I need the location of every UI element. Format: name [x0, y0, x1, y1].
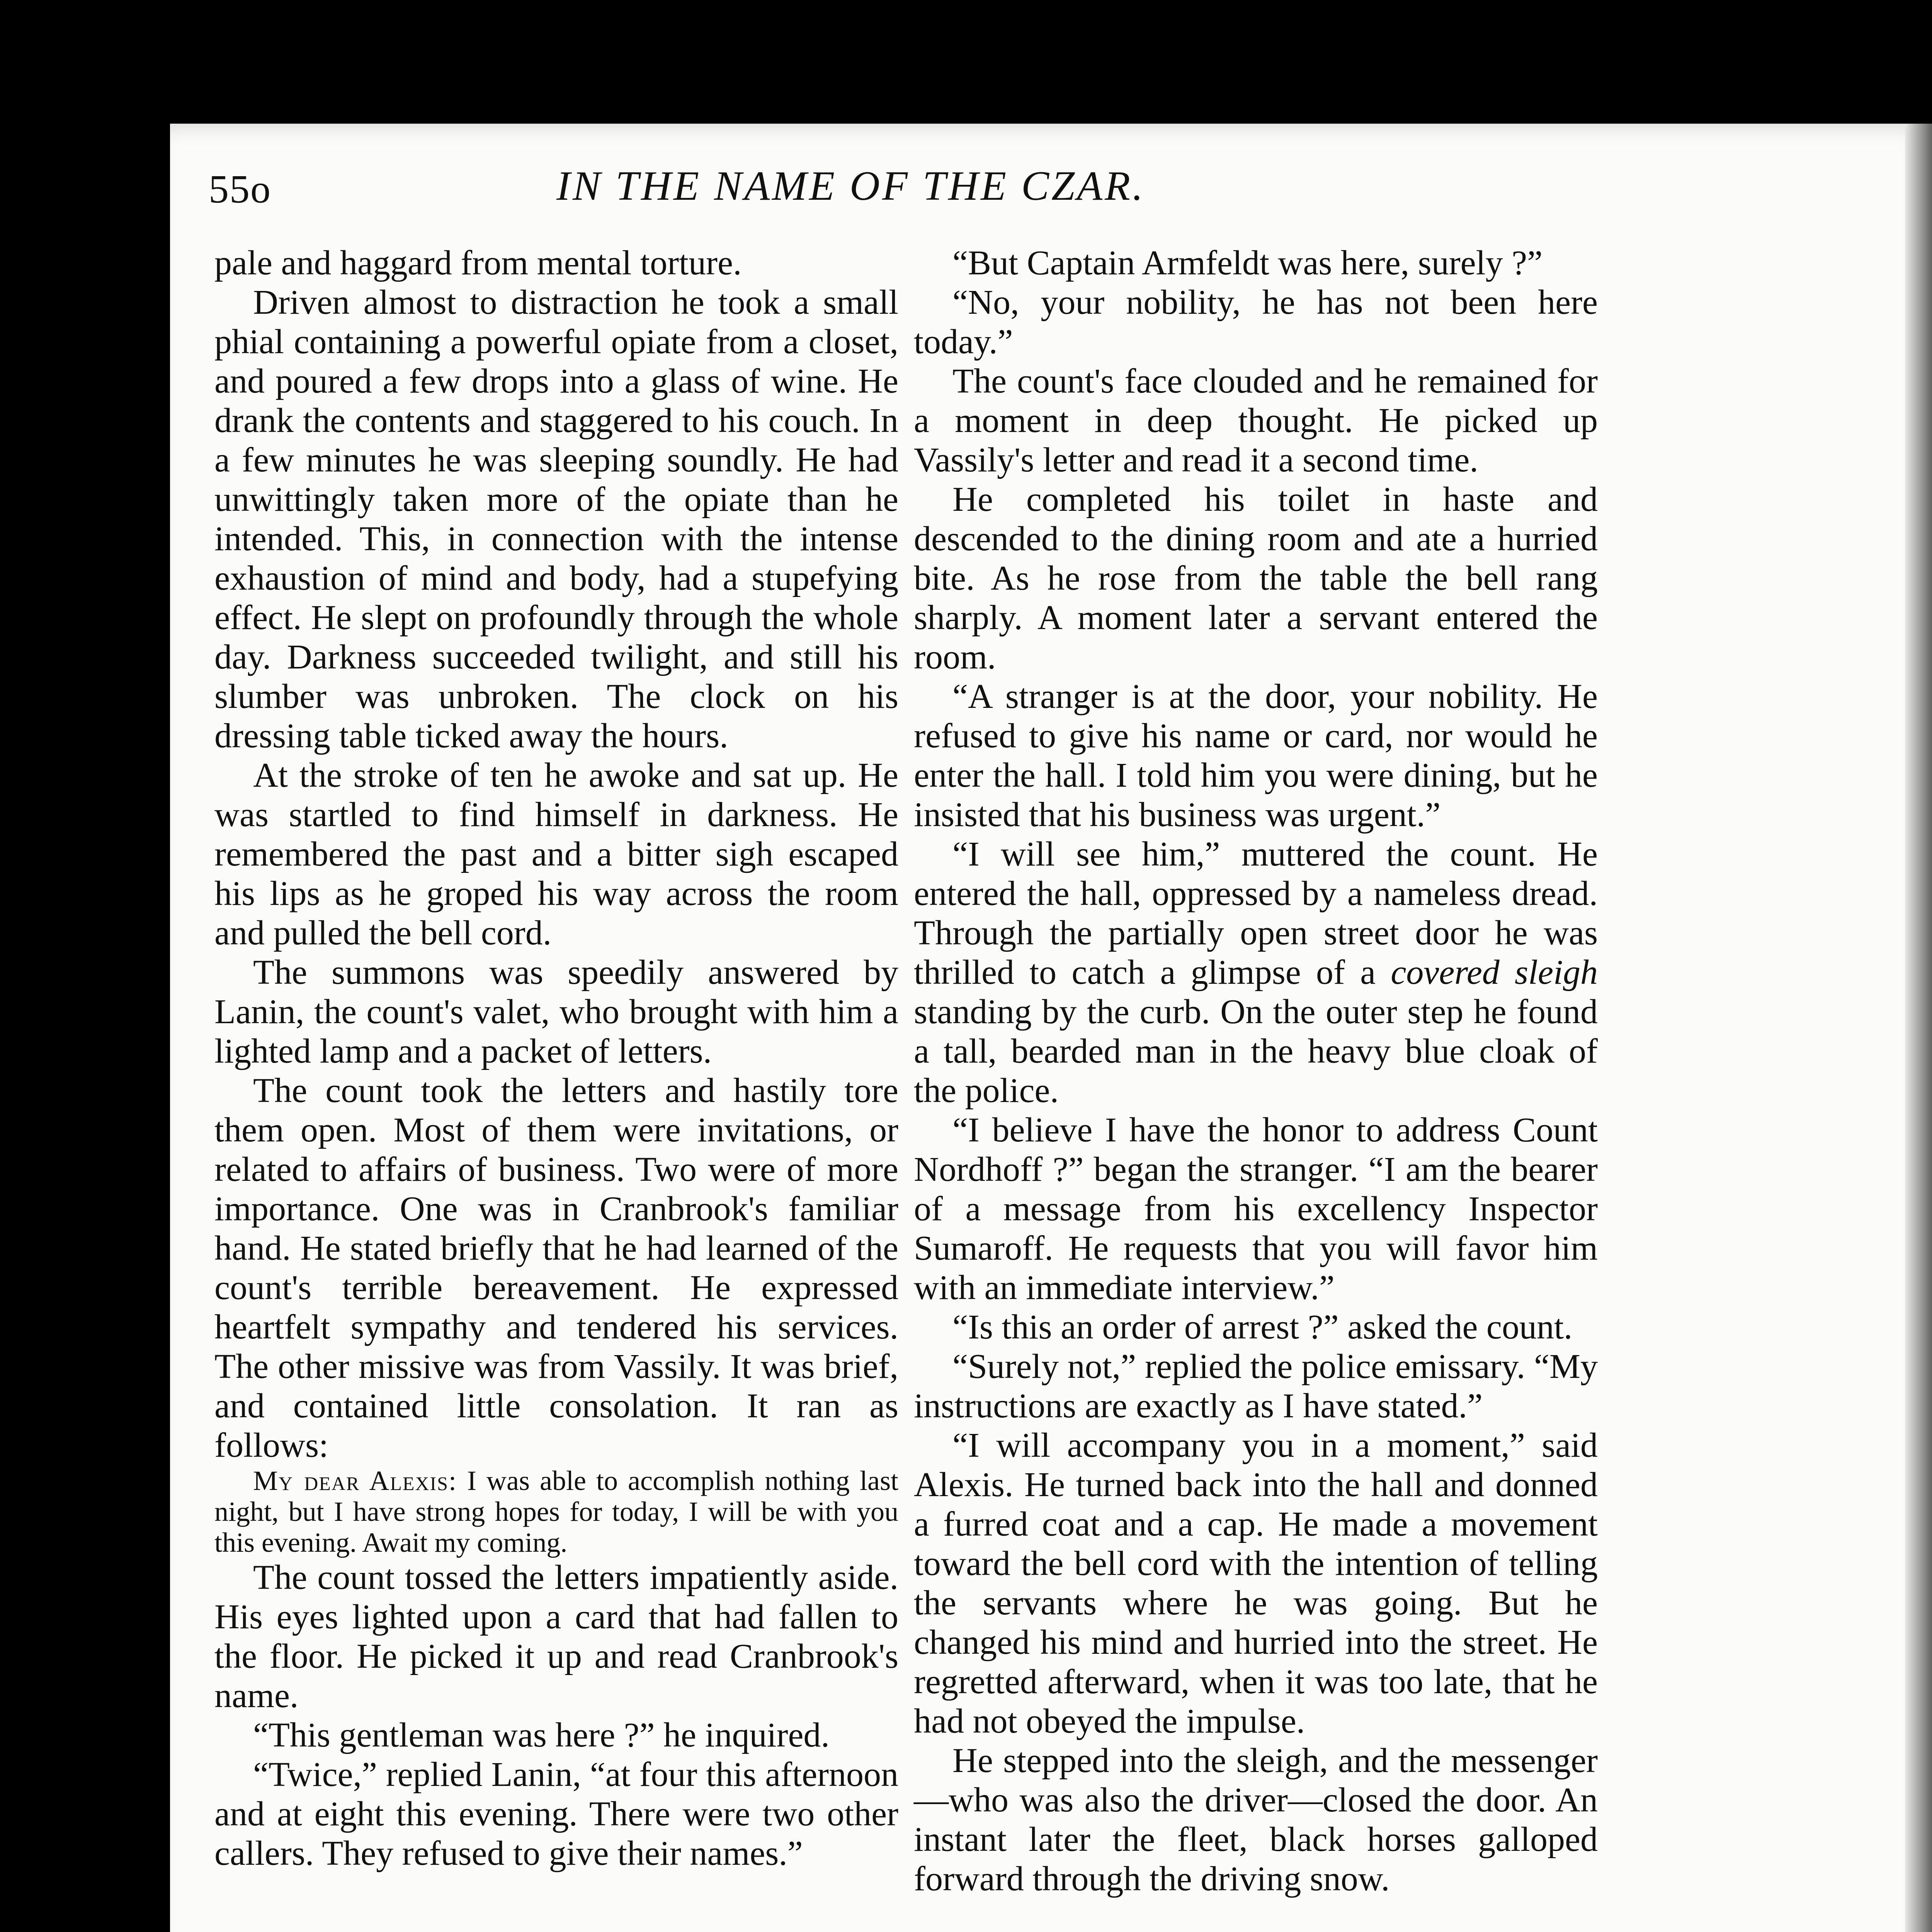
paragraph: “This gentleman was here ?” he inquired.: [253, 1716, 830, 1754]
paragraph: “But Captain Armfeldt was here, surely ?”: [952, 244, 1543, 282]
paragraph: “I will accompany you in a moment,” said Alexis. He turned back into the hall and donned a furred coat and a cap. He made a movement toward the bell cord with the intention of telling the servants where he was going. But he changed his mind and hurried into the street. He regretted afterward, when it was too late, that he had not obeyed the impulse.: [914, 1426, 1598, 1740]
paragraph: The count tossed the letters impatiently aside. His eyes lighted upon a card that had fallen to the floor. He picked it up and read Cranbrook's name.: [214, 1558, 898, 1715]
paragraph-text: standing by the curb. On the outer step he found a tall, bearded man in the heavy blue cloak of the police.: [914, 993, 1598, 1110]
left-column: [214, 243, 898, 1873]
paragraph-text: “I will see him,” muttered the count. He entered the hall, oppressed by a nameless dread. Through the partially open street door he was thrilled to catch a glimpse of a: [914, 835, 1598, 992]
paragraph: pale and haggard from mental torture.: [214, 244, 742, 282]
running-title: IN THE NAME OF THE CZAR.: [556, 163, 1146, 209]
paragraph: The count's face clouded and he remained for a moment in deep thought. He picked up Vassily's letter and read it a second time.: [914, 362, 1598, 479]
right-column: [914, 243, 1598, 1899]
paragraph: He stepped into the sleigh, and the messenger—who was also the driver—closed the door. An instant later the fleet, black horses galloped forward through the driving snow.: [914, 1742, 1598, 1898]
paragraph: “No, your nobility, he has not been here today.”: [914, 283, 1598, 361]
paragraph: At the stroke of ten he awoke and sat up. He was startled to find himself in darkness. He remembered the past and a bitter sigh escaped his lips as he groped his way across the room and pulled the bell cord.: [214, 756, 898, 952]
paragraph: “I believe I have the honor to address Count Nordhoff ?” began the stranger. “I am the bearer of a message from his excellency Inspector Sumaroff. He requests that you will favor him with an immediate interview.”: [914, 1111, 1598, 1307]
quoted-letter: [214, 1465, 898, 1558]
paragraph: “Is this an order of arrest ?” asked the count.: [952, 1308, 1573, 1346]
page-number: 55o: [209, 167, 271, 211]
paragraph: Driven almost to distraction he took a small phial containing a powerful opiate from a closet, and poured a few drops into a glass of wine. He drank the contents and staggered to his couch. In a few minutes he was sleeping soundly. He had unwittingly taken more of the opiate than he intended. This, in connection with the intense exhaustion of mind and body, had a stupefying effect. He slept on profoundly through the whole day. Darkness succeeded twilight, and still his slumber was unbroken. The clock on his dressing table ticked away the hours.: [214, 283, 898, 755]
paragraph: “Twice,” replied Lanin, “at four this afternoon and at eight this evening. There were two other callers. They refused to give their names.”: [214, 1755, 898, 1872]
paragraph: The count took the letters and hastily tore them open. Most of them were invitations, or related to affairs of business. Two were of more importance. One was in Cranbrook's familiar hand. He stated briefly that he had learned of the count's terrible bereavement. He expressed heartfelt sympathy and tendered his services. The other missive was from Vassily. It was brief, and contained little consolation. It ran as follows:: [214, 1071, 898, 1464]
page-gutter: [1905, 124, 1932, 1932]
paragraph: He completed his toilet in haste and descended to the dining room and ate a hurried bite. As he rose from the table the bell rang sharply. A moment later a servant entered the room.: [914, 480, 1598, 676]
page-header: [209, 158, 1530, 213]
paragraph: [914, 835, 1598, 1111]
letter-salutation: My dear Alexis:: [253, 1465, 457, 1496]
paragraph: The summons was speedily answered by Lanin, the count's valet, who brought with him a lighted lamp and a packet of letters.: [214, 953, 898, 1070]
letter-body: I was able to accomplish nothing last night, but I have strong hopes for today, I will be with you this evening. Await my coming.: [214, 1465, 899, 1558]
paragraph: “Surely not,” replied the police emissary. “My instructions are exactly as I have stated.”: [914, 1347, 1598, 1425]
italic-phrase: covered sleigh: [1391, 953, 1598, 992]
paragraph: “A stranger is at the door, your nobility. He refused to give his name or card, nor would he enter the hall. I told him you were dining, but he insisted that his business was urgent.”: [914, 677, 1598, 834]
